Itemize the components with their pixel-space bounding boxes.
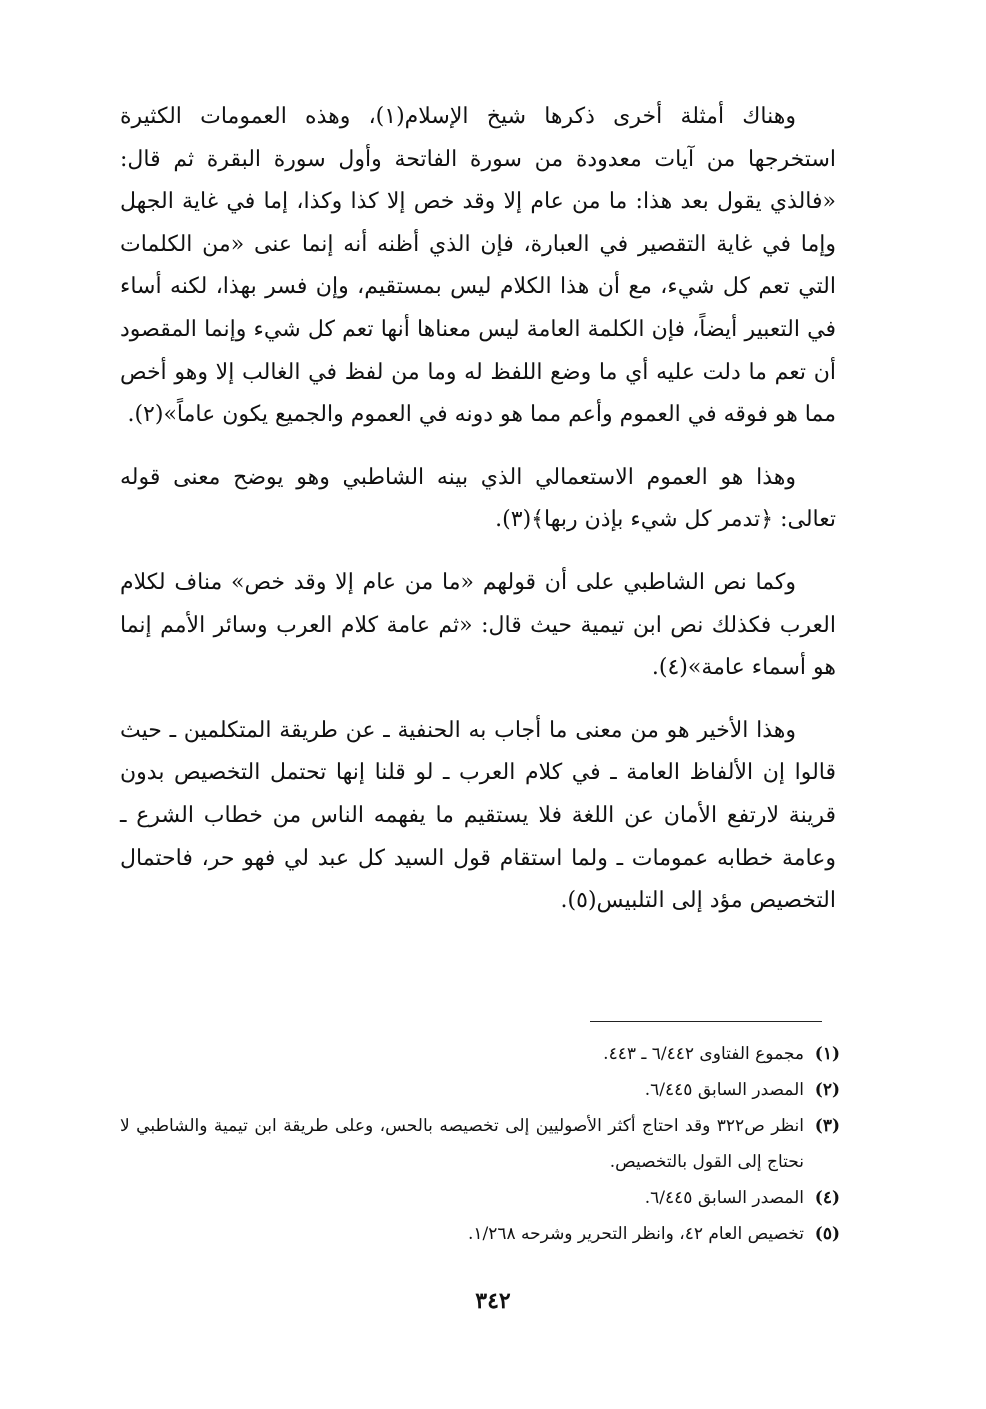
paragraph-4: وهذا الأخير هو من معنى ما أجاب به الحنفية ـ عن طريقة المتكلمين ـ حيث قالوا إن الألفاظ العامة ـ في كلام العرب ـ لو قلنا إنها تحتمل التخصيص بدون قرينة لارتفع الأمان عن اللغة فلا يستقيم ما يفهمه الناس من خطاب الشرع ـ وعامة خطابه عمومات ـ ولما استقام قول السيد كل عبد لي فهو حر، فاحتمال التخصيص مؤد إلى التلبيس(٥). bbox=[120, 717, 836, 914]
footnote-text: المصدر السابق ٦/٤٤٥. bbox=[644, 1080, 804, 1100]
footnote-4 bbox=[120, 1180, 840, 1216]
footnote-1 bbox=[120, 1036, 840, 1072]
paragraph-3: وكما نص الشاطبي على أن قولهم «ما من عام إلا وقد خص» مناف لكلام العرب فكذلك نص ابن تيمية حيث قال: «ثم عامة كلام العرب وسائر الأمم إنما هو أسماء عامة»(٤). bbox=[120, 569, 836, 681]
footnote-number: (١) bbox=[814, 1044, 840, 1064]
footnote-number: (٣) bbox=[814, 1116, 840, 1136]
page-number: ٣٤٢ bbox=[475, 1288, 511, 1314]
footnote-number: (٤) bbox=[814, 1188, 840, 1208]
footnote-number: (٢) bbox=[814, 1080, 840, 1100]
footnote-2 bbox=[120, 1072, 840, 1108]
footnote-text: المصدر السابق ٦/٤٤٥. bbox=[644, 1188, 804, 1208]
footnote-separator bbox=[590, 1021, 822, 1022]
footnote-text: انظر ص٣٢٢ وقد احتاج أكثر الأصوليين إلى تخصيصه بالحس، وعلى طريقة ابن تيمية والشاطبي لا نحتاج إلى القول بالتخصيص. bbox=[120, 1116, 804, 1172]
main-text bbox=[120, 96, 836, 923]
footnote-3 bbox=[120, 1108, 840, 1180]
footnote-5 bbox=[120, 1216, 840, 1252]
paragraph-2: وهذا هو العموم الاستعمالي الذي بينه الشاطبي وهو يوضح معنى قوله تعالى: ﴿تدمر كل شيء بإذن ربها﴾(٣). bbox=[120, 464, 836, 533]
footnotes bbox=[120, 1036, 840, 1252]
footnote-text: تخصيص العام ٤٢، وانظر التحرير وشرحه ١/٢٦٨. bbox=[467, 1224, 804, 1244]
paragraph-1: وهناك أمثلة أخرى ذكرها شيخ الإسلام(١)، وهذه العمومات الكثيرة استخرجها من آيات معدودة من سورة الفاتحة وأول سورة البقرة ثم قال: «فالذي يقول بعد هذا: ما من عام إلا وقد خص إلا كذا وكذا، إما في غاية الجهل وإما في غاية التقصير في العبارة، فإن الذي أظنه أنه إنما عنى «من الكلمات التي تعم كل شيء، مع أن هذا الكلام ليس بمستقيم، وإن فسر بهذا، لكنه أساء في التعبير أيضاً، فإن الكلمة العامة ليس معناها أنها تعم كل شيء وإنما المقصود أن تعم ما دلت عليه أي ما وضع اللفظ له وما من لفظ في الغالب إلا وهو أخص مما هو فوقه في العموم وأعم مما هو دونه في العموم والجميع يكون عاماً»(٢). bbox=[120, 104, 836, 428]
footnote-number: (٥) bbox=[814, 1224, 840, 1244]
footnote-text: مجموع الفتاوى ٦/٤٤٢ ـ ٤٤٣. bbox=[603, 1044, 804, 1064]
